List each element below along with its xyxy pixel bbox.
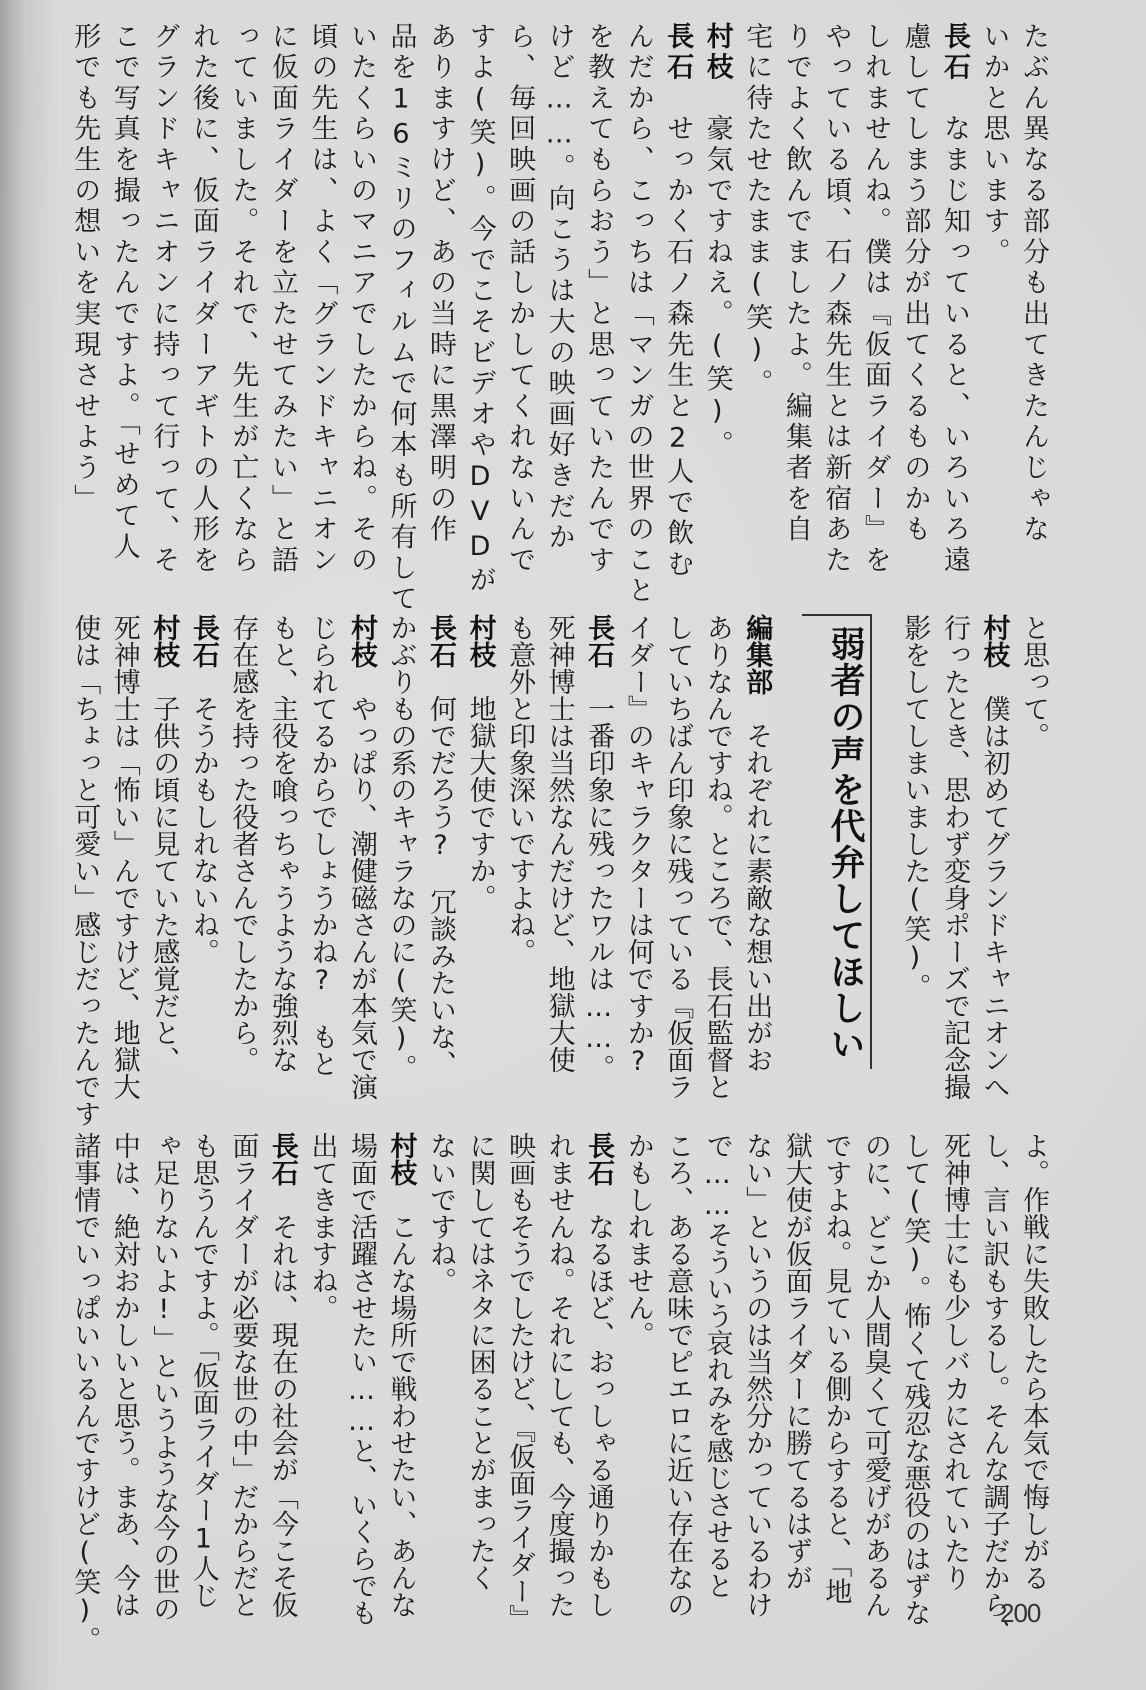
dialogue-line bbox=[939, 22, 969, 576]
line-text: ありなんですね。ところで、長石監督と bbox=[701, 614, 733, 1100]
line-text: なまじ知っていると、いろいろ遠 bbox=[938, 83, 970, 577]
dialogue-line bbox=[148, 614, 178, 1073]
line-text: し、言い訳もするし。そんな調子だから、 bbox=[978, 1132, 1010, 1645]
line-text: のに、どこか人間臭くて可愛げがあるん bbox=[859, 1132, 891, 1618]
text-line bbox=[346, 22, 376, 576]
text-line bbox=[899, 614, 929, 1000]
text-line bbox=[544, 1132, 574, 1618]
line-text: じられてるからでしょうかね? もと bbox=[306, 614, 338, 1077]
line-text: んだから、こっちは「マンガの世界のこと bbox=[622, 22, 654, 608]
line-text: 場面で活躍させたい……と、いくらでも bbox=[345, 1132, 377, 1626]
text-line bbox=[939, 1132, 969, 1591]
dialogue-line bbox=[465, 614, 495, 911]
line-text: ころ、ある意味でピエロに近い存在なの bbox=[662, 1132, 694, 1618]
line-text: 僕は初めてグランドキャニオンへ bbox=[978, 668, 1010, 1100]
dialogue-line bbox=[425, 614, 455, 1077]
line-text: しれませんね。僕は『仮面ライダー』を bbox=[859, 22, 891, 577]
text-line bbox=[702, 1132, 732, 1599]
text-line bbox=[781, 1132, 811, 1591]
line-text: 形でも先生の想いを実現させよう」 bbox=[69, 22, 101, 515]
dialogue-line bbox=[978, 614, 1008, 1100]
text-line bbox=[860, 22, 890, 576]
speaker-name: 村枝 bbox=[701, 22, 733, 84]
speaker-name: 長石 bbox=[583, 1132, 615, 1186]
line-text: 存在感を持った役者さんでしたから。 bbox=[227, 614, 259, 1073]
line-text: に関してはネタに困ることがまったく bbox=[464, 1132, 496, 1591]
text-line bbox=[623, 614, 653, 1077]
text-line bbox=[702, 614, 732, 1100]
line-text: 行ったとき、思わず変身ポーズで記念撮 bbox=[938, 614, 970, 1100]
line-text: それは、現在の社会が「今こそ仮 bbox=[266, 1186, 298, 1618]
line-text: 地獄大使ですか。 bbox=[464, 668, 496, 911]
line-text: ら、毎回映画の話しかしてくれないんで bbox=[504, 22, 536, 577]
text-line bbox=[820, 1132, 850, 1605]
line-text: りでよく飲んでましたよ。編集者を自 bbox=[780, 22, 812, 546]
line-text: けど……。向こうは大の映画好きだか bbox=[543, 22, 575, 554]
text-line bbox=[465, 22, 495, 596]
text-line bbox=[69, 614, 99, 1127]
text-line bbox=[109, 614, 139, 1100]
text-line bbox=[267, 22, 297, 576]
text-line bbox=[860, 1132, 890, 1618]
line-text: っていました。それで、先生が亡くなら bbox=[227, 22, 259, 577]
text-line bbox=[544, 22, 574, 554]
line-text: こで写真を撮ったんですよ。「せめて人 bbox=[108, 22, 140, 563]
text-line bbox=[504, 22, 534, 576]
line-text: していちばん印象に残っている『仮面ラ bbox=[662, 614, 694, 1100]
text-line bbox=[267, 614, 297, 1073]
speaker-name: 村枝 bbox=[385, 1132, 417, 1186]
line-text: 面ライダーが必要な世の中」だからだと bbox=[227, 1132, 259, 1618]
line-text: ない」というのは当然分かっているわけ bbox=[741, 1132, 773, 1618]
line-text: そうかもしれないね。 bbox=[187, 668, 219, 965]
dialogue-line bbox=[662, 22, 692, 580]
text-line bbox=[899, 1132, 929, 1626]
speaker-name: 村枝 bbox=[978, 614, 1010, 668]
text-line bbox=[227, 614, 257, 1073]
text-line bbox=[69, 1132, 99, 1653]
text-line bbox=[662, 614, 692, 1100]
text-line bbox=[227, 22, 257, 576]
line-text: ゃ足りないよ!」というような今の世の bbox=[148, 1132, 180, 1622]
line-text: 映画もそうでしたけど、『仮面ライダー』 bbox=[504, 1132, 536, 1632]
speaker-name: 村枝 bbox=[345, 614, 377, 668]
text-line bbox=[425, 1132, 455, 1294]
text-line bbox=[306, 22, 336, 576]
line-text: 豪気ですねえ。(笑)。 bbox=[701, 83, 733, 462]
text-line bbox=[504, 1132, 534, 1632]
dialogue-line bbox=[583, 1132, 613, 1618]
line-text: 何でだろう? 冗談みたいな、 bbox=[425, 668, 457, 1077]
dialogue-line bbox=[741, 614, 771, 1073]
speaker-name: 長石 bbox=[187, 614, 219, 668]
line-text: 死神博士は「怖い」んですけど、地獄大 bbox=[108, 614, 140, 1100]
dialogue-line bbox=[386, 1132, 416, 1618]
text-line bbox=[544, 614, 574, 1073]
line-text: も意外と印象深いですよね。 bbox=[504, 614, 536, 965]
line-text: と思って。 bbox=[1018, 614, 1049, 749]
line-text: 死神博士は当然なんだけど、地獄大使 bbox=[543, 614, 575, 1073]
line-text: 中は、絶対おかしいと思う。まあ、今は bbox=[108, 1132, 140, 1618]
text-line bbox=[69, 22, 99, 515]
text-line bbox=[148, 1132, 178, 1622]
line-text: たぶん異なる部分も出てきたんじゃな bbox=[1018, 22, 1049, 546]
line-text: 使は「ちょっと可愛い」感じだったんです bbox=[69, 614, 101, 1127]
text-line bbox=[425, 22, 455, 546]
text-line bbox=[504, 614, 534, 965]
text-line bbox=[623, 1132, 653, 1348]
line-text: 慮してしまう部分が出てくるものかも bbox=[899, 22, 931, 546]
line-text: 影をしてしまいました(笑)。 bbox=[899, 614, 931, 1000]
page-number: 200 bbox=[1000, 1598, 1041, 1628]
line-text: やっている頃、石ノ森先生とは新宿あた bbox=[820, 22, 852, 577]
line-text: せっかく石ノ森先生と2人で飲む bbox=[662, 83, 694, 581]
line-text: して(笑)。怖くて残忍な悪役のはずな bbox=[899, 1132, 931, 1626]
line-text: グランドキャニオンに持って行って、そ bbox=[148, 22, 180, 577]
section-heading: 弱者の声を代弁してほしい bbox=[825, 626, 865, 1063]
text-line bbox=[148, 22, 178, 576]
line-text: いかと思います。 bbox=[978, 22, 1010, 269]
text-line bbox=[820, 22, 850, 576]
text-line bbox=[1018, 614, 1048, 749]
line-text: 子供の頃に見ていた感覚だと、 bbox=[148, 668, 180, 1073]
line-text: 品を16ミリのフィルムで何本も所有して bbox=[385, 22, 417, 616]
speaker-name: 編集部 bbox=[741, 614, 773, 695]
line-text: 頃の先生は、よく「グランドキャニオン bbox=[306, 22, 338, 577]
dialogue-line bbox=[188, 614, 218, 965]
speaker-name: 村枝 bbox=[464, 614, 496, 668]
line-text: に仮面ライダーを立たせてみたい」と語 bbox=[266, 22, 298, 577]
line-text: で……そういう哀れみを感じさせると bbox=[701, 1132, 733, 1599]
line-text: かぶりもの系のキャラなのに(笑)。 bbox=[385, 614, 417, 1081]
text-line bbox=[465, 1132, 495, 1591]
text-line bbox=[109, 22, 139, 563]
text-line bbox=[306, 1132, 336, 1321]
line-text: を教えてもらおう」と思っていたんです bbox=[583, 22, 615, 577]
line-text: すよ(笑)。今でこそビデオやDVDが bbox=[464, 22, 496, 597]
text-line bbox=[227, 1132, 257, 1618]
text-line bbox=[939, 614, 969, 1100]
line-text: 一番印象に残ったワルは……。 bbox=[583, 668, 615, 1081]
text-line bbox=[978, 22, 1008, 268]
line-text: かもしれません。 bbox=[622, 1132, 654, 1348]
line-text: こんな場所で戦わせたい、あんな bbox=[385, 1186, 417, 1618]
text-line bbox=[386, 22, 416, 615]
line-text: 宅に待たせたまま(笑)。 bbox=[741, 22, 773, 400]
line-text: それぞれに素敵な想い出がお bbox=[741, 695, 773, 1073]
line-text: 獄大使が仮面ライダーに勝てるはずが bbox=[780, 1132, 812, 1591]
text-line bbox=[978, 1132, 1008, 1645]
line-text: れた後に、仮面ライダーアギトの人形を bbox=[187, 22, 219, 577]
line-text: やっぱり、潮健磁さんが本気で演 bbox=[345, 668, 377, 1100]
text-line bbox=[109, 1132, 139, 1618]
text-line bbox=[386, 614, 416, 1081]
text-line bbox=[1018, 22, 1048, 546]
speaker-name: 長石 bbox=[425, 614, 457, 668]
heading-rule-horizontal bbox=[802, 614, 872, 616]
speaker-name: 長石 bbox=[662, 22, 694, 84]
line-text: れませんね。それにしても、今度撮った bbox=[543, 1132, 575, 1618]
line-text: 死神博士にも少しバカにされていたり bbox=[938, 1132, 970, 1591]
text-line bbox=[306, 614, 336, 1077]
text-line bbox=[188, 22, 218, 576]
speaker-name: 村枝 bbox=[148, 614, 180, 668]
line-text: イダー』のキャラクターは何ですか? bbox=[622, 614, 654, 1077]
speaker-name: 長石 bbox=[266, 1132, 298, 1186]
dialogue-line bbox=[267, 1132, 297, 1618]
text-line bbox=[1018, 1132, 1048, 1591]
dialogue-line bbox=[346, 614, 376, 1100]
text-line bbox=[346, 1132, 376, 1626]
heading-rule-vertical bbox=[870, 614, 872, 1069]
line-text: も思うんですよ。「仮面ライダー1人じ bbox=[187, 1132, 219, 1609]
line-text: ないですね。 bbox=[425, 1132, 457, 1294]
text-line bbox=[899, 22, 929, 546]
line-text: ですよね。見ている側からすると、「地 bbox=[820, 1132, 852, 1605]
line-text: もと、主役を喰っちゃうような強烈な bbox=[266, 614, 298, 1073]
text-line bbox=[188, 1132, 218, 1609]
text-line bbox=[662, 1132, 692, 1618]
text-line bbox=[741, 22, 771, 400]
dialogue-line bbox=[583, 614, 613, 1081]
text-line bbox=[741, 1132, 771, 1618]
line-text: なるほど、おっしゃる通りかもし bbox=[583, 1186, 615, 1618]
line-text: 諸事情でいっぱいいるんですけど(笑)。 bbox=[69, 1132, 101, 1653]
line-text: 出てきますね。 bbox=[306, 1132, 338, 1321]
text-line bbox=[623, 22, 653, 607]
line-text: いたくらいのマニアでしたからね。その bbox=[345, 22, 377, 577]
speaker-name: 長石 bbox=[583, 614, 615, 668]
text-line bbox=[583, 22, 613, 576]
text-line bbox=[781, 22, 811, 546]
line-text: ありますけど、あの当時に黒澤明の作 bbox=[425, 22, 457, 546]
speaker-name: 長石 bbox=[938, 22, 970, 84]
line-text: よ。作戦に失敗したら本気で悔しがる bbox=[1018, 1132, 1049, 1591]
dialogue-line bbox=[702, 22, 732, 461]
